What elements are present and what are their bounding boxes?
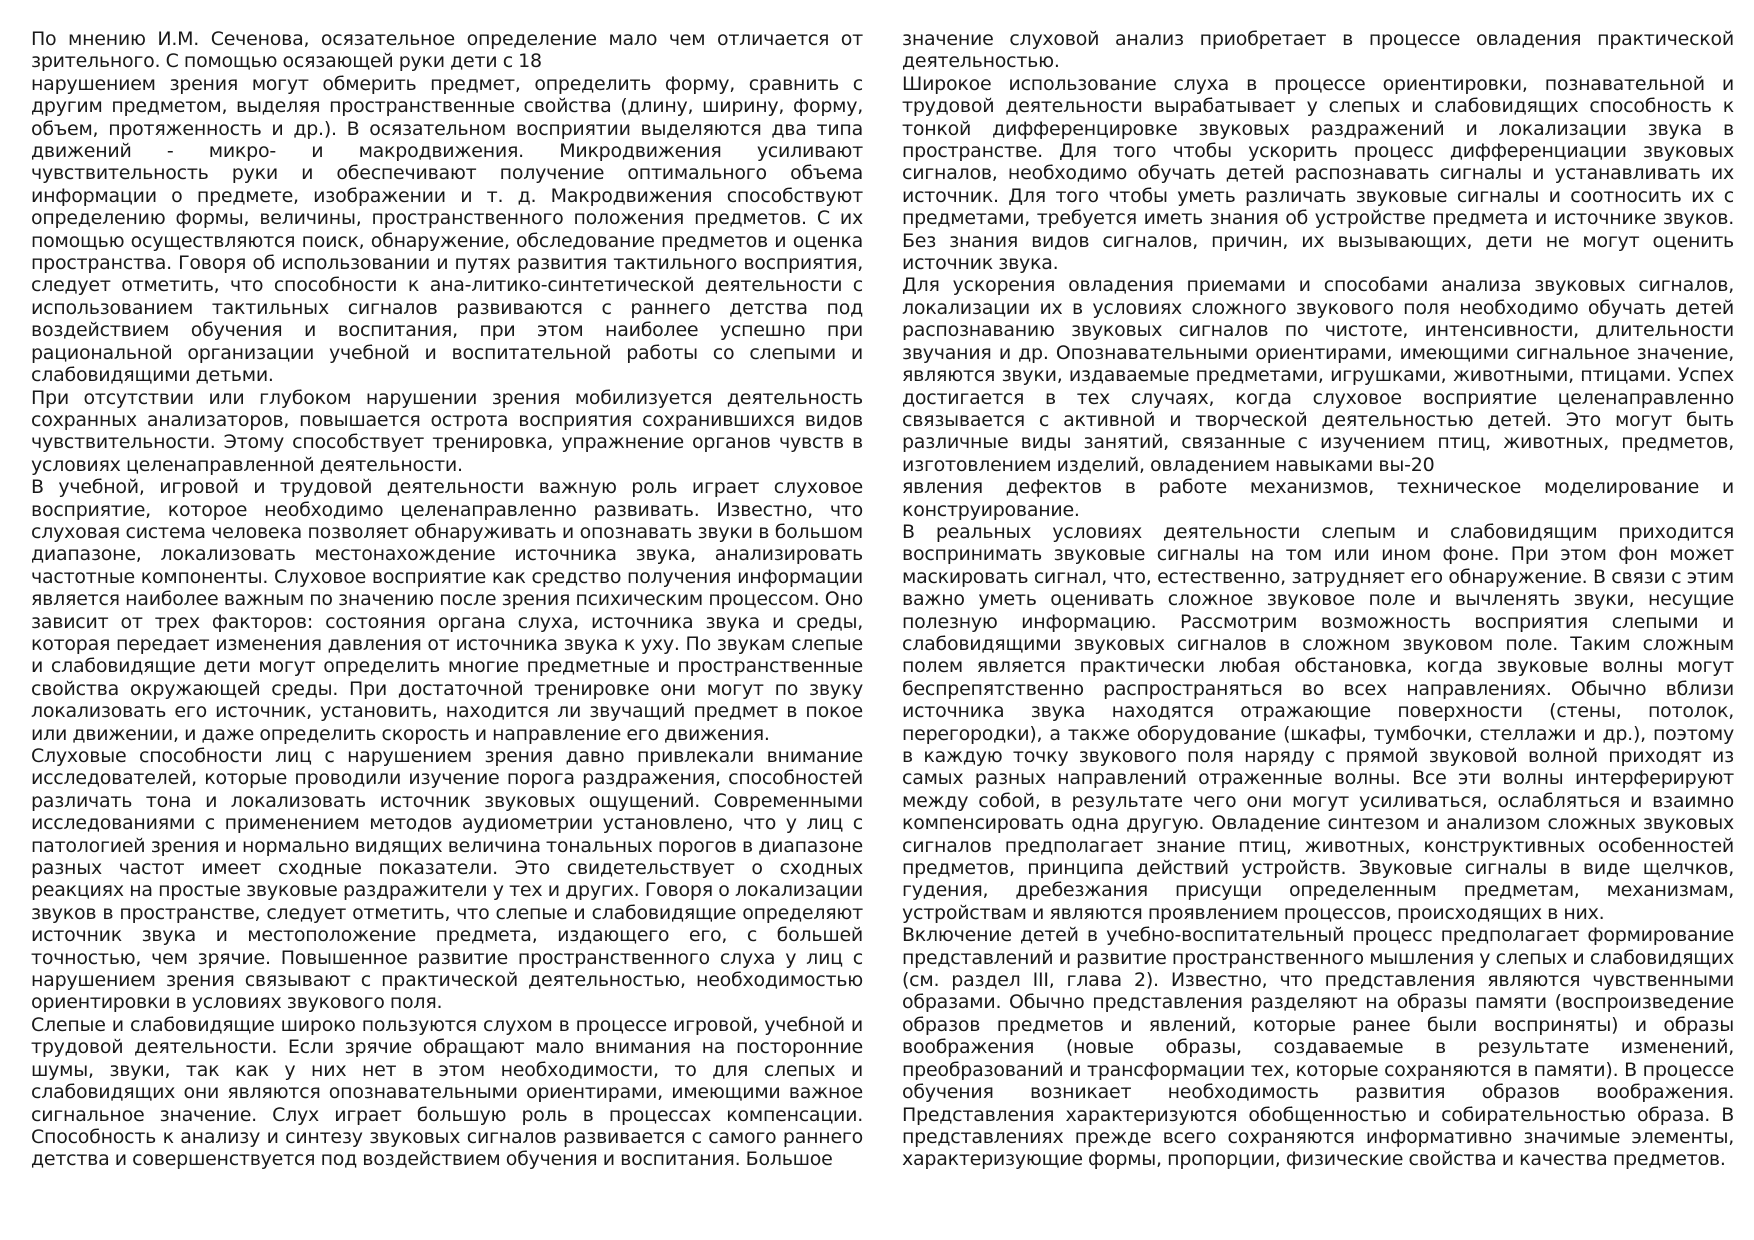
paragraph: В реальных условиях деятельности слепым и слабовидящим приходится воспринимать звуковые сигналы на том или ином фоне. При этом фон может маскировать сигнал, что, естественно, затрудняет его обнаружение. В связи с этим важно уметь оценивать сложное звуковое поле и вычленять звуки, несущие полезную информацию. Рассмотрим возможность восприятия слепыми и слабовидящими звуковых сигналов в сложном звуковом поле. Таким сложным полем является практически любая обстановка, когда звуковые волны могут беспрепятственно распространяться во всех направлениях. Обычно вблизи источника звука находятся отражающие поверхности (стены, потолок, перегородки), а также оборудование (шкафы, тумбочки, стеллажи и др.), поэтому в каждую точку звукового поля наряду с прямой звуковой волной приходят из самых разных направлений отраженные волны. Все эти волны интерферируют между собой, в результате чего они могут усиливаться, ослабляться и взаимно компенсировать одна другую. Овладение синтезом и анализом сложных звуковых сигналов предполагает знание птиц, животных, конструктивных особенностей предметов, принципа действий устройств. Звуковые сигналы в виде щелчков, гудения, дребезжания присущи определенным предметам, механизмам, устройствам и являются проявлением процессов, происходящих в них. xyxy=(902,520,1734,924)
paragraph: Включение детей в учебно-воспитательный процесс предполагает формирование представлений и развитие пространственного мышления у слепых и слабовидящих (см. раздел III, глава 2). Известно, что представления являются чувственными образами. Обычно представления разделяют на образы памяти (воспроизведение образов предметов и явлений, которые ранее были восприняты) и образы воображения (новые образы, создаваемые в результате изменений, преобразований и трансформации тех, которые сохраняются в памяти). В процессе обучения возникает необходимость развития образов воображения. Представления характеризуются обобщенностью и собирательностью образа. В представлениях прежде всего сохраняются информативно значимые элементы, характеризующие формы, пропорции, физические свойства и качества предметов. xyxy=(902,924,1734,1171)
paragraph: При отсутствии или глубоком нарушении зрения мобилизуется деятельность сохранных анализаторов, повышается острота восприятия сохранившихся видов чувствительности. Этому способствует тренировка, упражнение органов чувств в условиях целенаправленной деятельности. xyxy=(31,386,863,476)
paragraph: нарушением зрения могут обмерить предмет, определить форму, сравнить с другим предметом, выделяя пространственные свойства (длину, ширину, форму, объем, протяженность и др.). В осязательном восприятии выделяются два типа движений - микро- и макродвижения. Микродвижения усиливают чувствительность руки и обеспечивают получение оптимального объема информации о предмете, изображении и т. д. Макродвижения способствуют определению формы, величины, пространственного положения предметов. С их помощью осуществляются поиск, обнаружение, обследование предметов и оценка пространства. Говоря об использовании и путях развития тактильного восприятия, следует отметить, что способности к ана-литико-синтетической деятельности с использованием тактильных сигналов развиваются с раннего детства под воздействием обучения и воспитания, при этом наиболее успешно при рациональной организации учебной и воспитательной работы со слепыми и слабовидящими детьми. xyxy=(31,72,863,387)
paragraph: значение слуховой анализ приобретает в процессе овладения практической деятельностью. xyxy=(902,28,1734,73)
paragraph: В учебной, игровой и трудовой деятельности важную роль играет слуховое восприятие, которое необходимо целенаправленно развивать. Известно, что слуховая система человека позволяет обнаруживать и опознавать звуки в большом диапазоне, локализовать местонахождение источника звука, анализировать частотные компоненты. Слуховое восприятие как средство получения информации является наиболее важным по значению после зрения психическим процессом. Оно зависит от трех факторов: состояния органа слуха, источника звука и среды, которая передает изменения давления от источника звука к уху. По звукам слепые и слабовидящие дети могут определить многие предметные и пространственные свойства окружающей среды. При достаточной тренировке они могут по звуку локализовать его источник, установить, находится ли звучащий предмет в покое или движении, и даже определить скорость и направление его движения. xyxy=(31,476,863,745)
paragraph: явления дефектов в работе механизмов, техническое моделирование и конструирование. xyxy=(902,476,1734,521)
paragraph: Широкое использование слуха в процессе ориентировки, познавательной и трудовой деятельности вырабатывает у слепых и слабовидящих способность к тонкой дифференцировке звуковых раздражений и локализации звука в пространстве. Для того чтобы ускорить процесс дифференциации звуковых сигналов, необходимо обучать детей распознавать сигналы и устанавливать их источник. Для того чтобы уметь различать звуковые сигналы и соотносить их с предметами, требуется иметь знания об устройстве предмета и источнике звуков. Без знания видов сигналов, причин, их вызывающих, дети не могут оценить источник звука. xyxy=(902,72,1734,275)
paragraph: Для ускорения овладения приемами и способами анализа звуковых сигналов, локализации их в условиях сложного звукового поля необходимо обучать детей распознаванию звуковых сигналов по чистоте, интенсивности, длительности звучания и др. Опознавательными ориентирами, имеющими сигнальное значение, являются звуки, издаваемые предметами, игрушками, животными, птицами. Успех достигается в тех случаях, когда слуховое восприятие целенаправленно связывается с активной и творческой деятельностью детей. Это могут быть различные виды занятий, связанные с изучением птиц, животных, предметов, изготовлением изделий, овладением навыками вы-20 xyxy=(902,274,1734,476)
paragraph: Слуховые способности лиц с нарушением зрения давно привлекали внимание исследователей, которые проводили изучение порога раздражения, способностей различать тона и локализовать источник звуковых ощущений. Современными исследованиями с применением методов аудиометрии установлено, что у лиц с патологией зрения и нормально видящих величина тональных порогов в диапазоне разных частот имеет сходные показатели. Это свидетельствует о сходных реакциях на простые звуковые раздражители у тех и других. Говоря о локализации звуков в пространстве, следует отметить, что слепые и слабовидящие определяют источник звука и местоположение предмета, издающего его, с большей точностью, чем зрячие. Повышенное развитие пространственного слуха у лиц с нарушением зрения связывают с практической деятельностью, необходимостью ориентировки в условиях звукового поля. xyxy=(31,745,863,1014)
paragraph: По мнению И.М. Сеченова, осязательное определение мало чем отличается от зрительного. С помощью осязающей руки дети с 18 xyxy=(31,28,863,73)
left-column xyxy=(31,28,863,1171)
paragraph: Слепые и слабовидящие широко пользуются слухом в процессе игровой, учебной и трудовой деятельности. Если зрячие обращают мало внимания на посторонние шумы, звуки, так как у них нет в этом необходимости, то для слепых и слабовидящих они являются опознавательными ориентирами, имеющими важное сигнальное значение. Слух играет большую роль в процессах компенсации. Способность к анализу и синтезу звуковых сигналов развивается с самого раннего детства и совершенствуется под воздействием обучения и воспитания. Большое xyxy=(31,1013,863,1171)
right-column xyxy=(902,28,1734,1171)
